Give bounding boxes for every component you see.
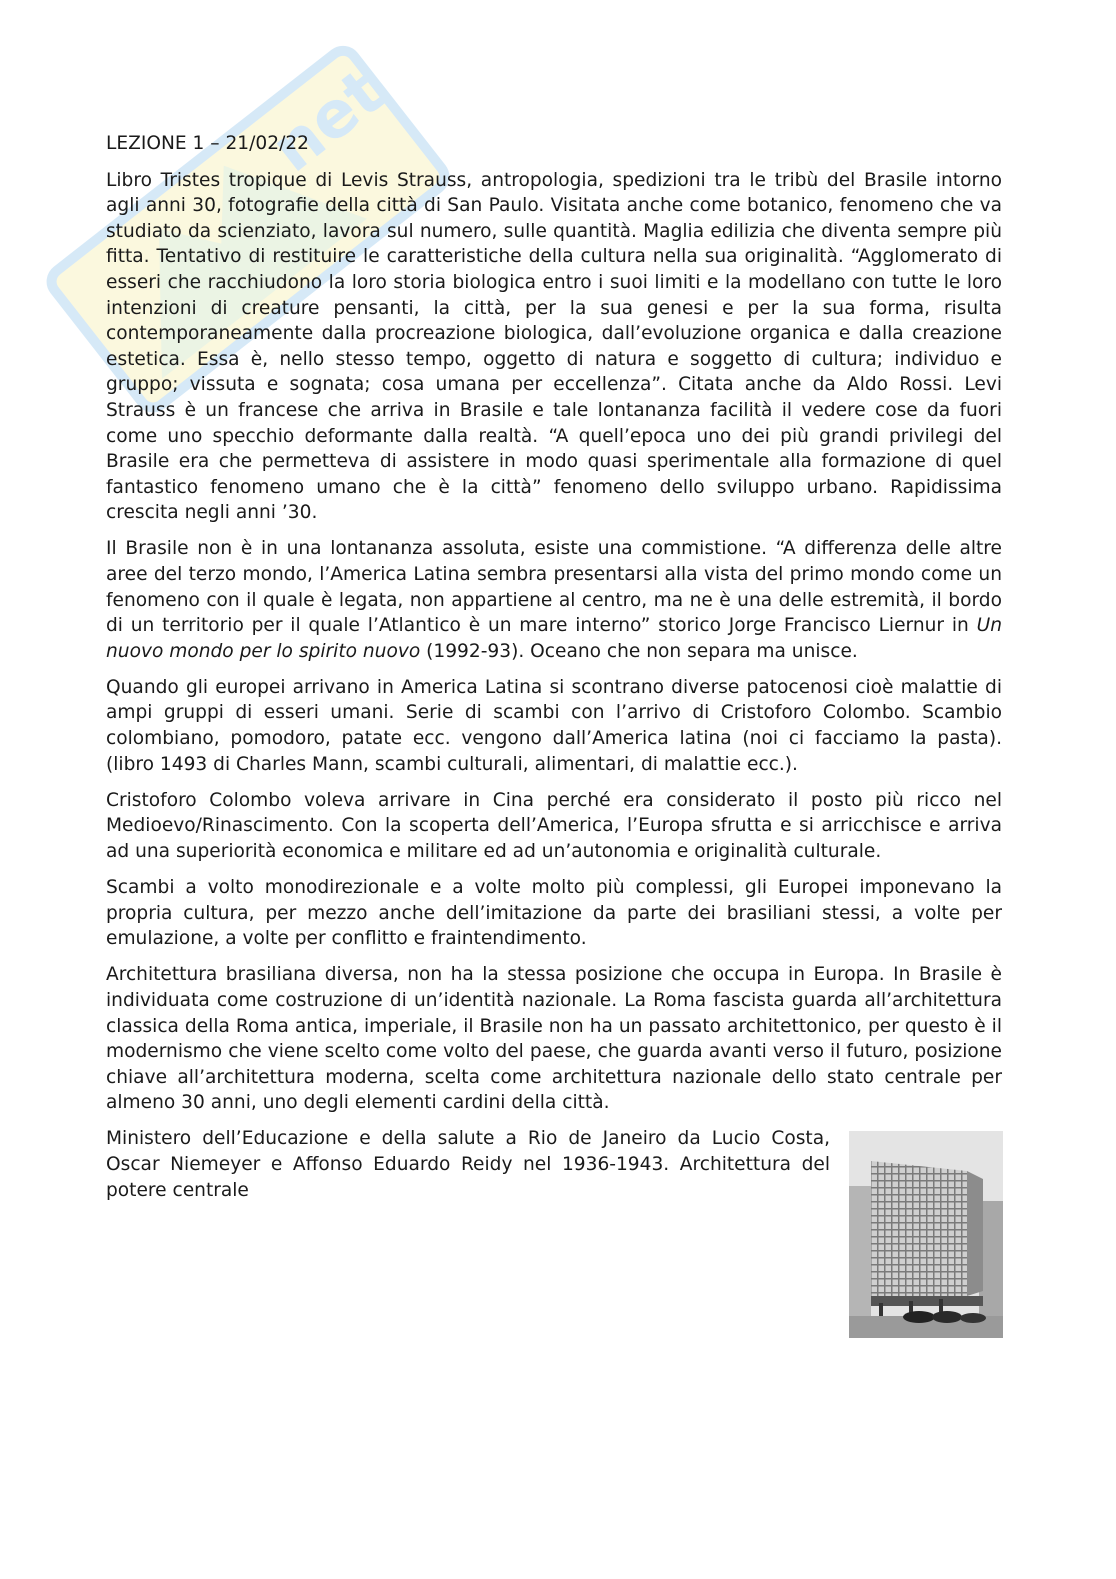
book-title: Un nuovo mondo per lo spirito nuovo <box>106 615 1002 662</box>
paragraph-1: Libro Tristes tropique di Levis Strauss, antropologia, spedizioni tra le tribù del Brasile intorno agli anni 30, fotografie della città di San Paulo. Visitata anche come botanico, fenomeno che va studiato da scienziato, lavora sul numero, sulle quantità. Maglia edilizia che diventa sempre più fitta. Tentativo di restituire le caratteristiche della cultura nella sua originalità. “Agglomerato di esseri che racchiudono la loro storia biologica entro i suoi limiti e la modellano con tutte le loro intenzioni di creature pensanti, la città, per la sua genesi e per la sua forma, risulta contemporaneamente dalla procreazione biologica, dall’evoluzione organica e dalla creazione estetica. Essa è, nello stesso tempo, oggetto di natura e soggetto di cultura; individuo e gruppo; vissuta e sognata; cosa umana per eccellenza”. Citata anche da Aldo Rossi. Levi Strauss è un francese che arriva in Brasile e tale lontananza facilità il vedere cose da fuori come uno specchio deformante dalla realtà. “A quell’epoca uno dei più grandi privilegi del Brasile era che permetteva di assistere in modo quasi sperimentale alla formazione di quel fantastico fenomeno umano che è la città” fenomeno dello sviluppo urbano. Rapidissima crescita negli anni ’30. <box>106 169 1002 524</box>
document-page <box>106 131 1002 1203</box>
paragraph-5: Scambi a volto monodirezionale e a volte molto più complessi, gli Europei imponevano la propria cultura, per mezzo anche dell’imitazione da parte dei brasiliani stessi, a volte per emulazione, a volte per conflitto e fraintendimento. <box>106 877 1002 950</box>
paragraph-6: Architettura brasiliana diversa, non ha la stessa posizione che occupa in Europa. In Brasile è individuata come costruzione di un’identità nazionale. La Roma fascista guarda all’architettura classica della Roma antica, imperiale, il Brasile non ha un passato architettonico, per questo è il modernismo che viene scelto come volto del paese, che guarda avanti verso il futuro, posizione chiave all’architettura moderna, scelta come architettura nazionale dello stato centrale per almeno 30 anni, uno degli elementi cardini della città. <box>106 964 1002 1114</box>
ministry-building-photo <box>849 1131 1003 1338</box>
paragraph-7: Ministero dell’Educazione e della salute a Rio de Janeiro da Lucio Costa, Oscar Niemeyer e Affonso Eduardo Reidy nel 1936-1943. Architettura del potere centrale <box>106 1128 830 1201</box>
paragraph-4: Cristoforo Colombo voleva arrivare in Cina perché era considerato il posto più ricco nel Medioevo/Rinascimento. Con la scoperta dell’America, l’Europa sfrutta e si arricchisce e arriva ad una superiorità economica e militare ed ad un’autonomia e originalità culturale. <box>106 789 1002 862</box>
lesson-heading: LEZIONE 1 – 21/02/22 <box>106 133 309 154</box>
paragraph-2-text-a: Il Brasile non è in una lontananza assoluta, esiste una commistione. “A differenza delle altre aree del terzo mondo, l’America Latina sembra presentarsi alla vista del primo mondo come un fenomeno con il quale è legata, non appartiene al centro, ma ne è una delle estremità, il bordo di un territorio per il quale l’Atlantico è un mare interno” storico Jorge Francisco Liernur in <box>106 538 1002 637</box>
paragraph-2 <box>106 536 1002 664</box>
building-illustration <box>849 1131 1003 1338</box>
watermark-text: net <box>258 54 398 187</box>
paragraph-3: Quando gli europei arrivano in America Latina si scontrano diverse patocenosi cioè malattie di ampi gruppi di esseri umani. Serie di scambi con l’arrivo di Cristoforo Colombo. Scambio colombiano, pomodoro, patate ecc. vengono dall’America latina (noi ci facciamo la pasta). (libro 1493 di Charles Mann, scambi culturali, alimentari, di malattie ecc.). <box>106 676 1002 775</box>
final-block <box>106 1126 1002 1203</box>
paragraph-2-text-b: (1992-93). Oceano che non separa ma unisce. <box>420 640 858 662</box>
